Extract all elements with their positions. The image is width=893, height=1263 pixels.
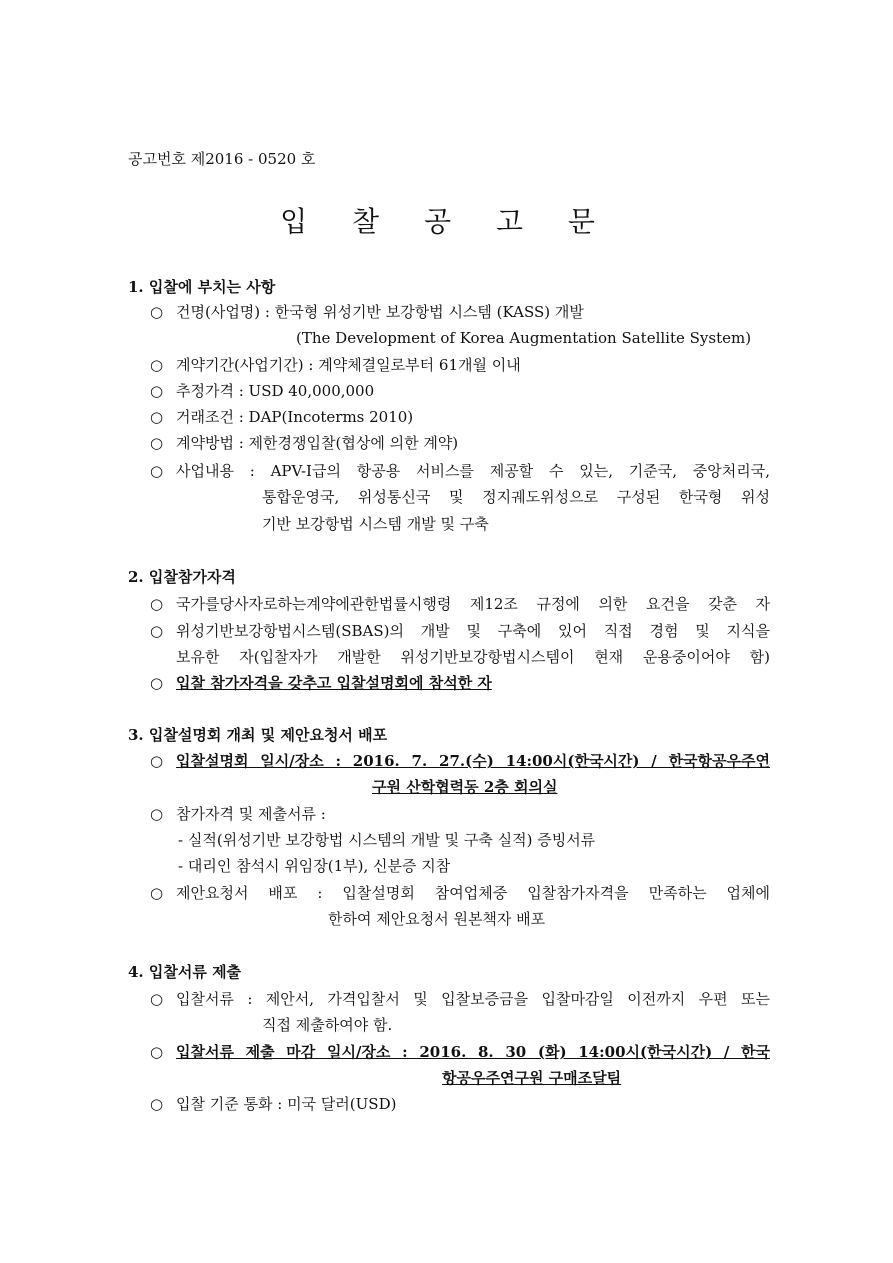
bullet-glyph: ○ xyxy=(150,462,164,480)
bullet-glyph: ○ xyxy=(150,382,164,400)
section-heading-1: 1. 입찰에 부치는 사항 xyxy=(128,278,276,296)
list-item-continuation: 한하여 제안요청서 원본책자 배포 xyxy=(328,910,546,928)
bullet-glyph: ○ xyxy=(150,303,164,321)
section-heading-3: 3. 입찰설명회 개최 및 제안요청서 배포 xyxy=(128,726,388,744)
list-item: ○ 입찰 참가자격을 갖추고 입찰설명회에 참석한 자 xyxy=(150,670,770,696)
list-item-continuation: 직접 제출하여야 함. xyxy=(262,1016,393,1034)
list-item: ○ 추정가격 : USD 40,000,000 xyxy=(150,378,770,404)
bullet-glyph: ○ xyxy=(150,622,164,640)
list-item: ○ 거래조건 : DAP(Incoterms 2010) xyxy=(150,404,770,430)
list-item: ○ 입찰설명회 일시/장소 : 2016. 7. 27.(수) 14:00시(한국시간) / 한국항공우주연 xyxy=(150,748,770,774)
bullet-glyph: ○ xyxy=(150,884,164,902)
bullet-glyph: ○ xyxy=(150,1043,164,1061)
section-heading-4: 4. 입찰서류 제출 xyxy=(128,963,242,981)
bullet-glyph: ○ xyxy=(150,805,164,823)
bullet-glyph: ○ xyxy=(150,1095,164,1113)
list-item: ○ 계약방법 : 제한경쟁입찰(협상에 의한 계약) xyxy=(150,430,770,456)
bullet-glyph: ○ xyxy=(150,595,164,613)
bullet-glyph: ○ xyxy=(150,408,164,426)
list-item: ○ 건명(사업명) : 한국형 위성기반 보강항법 시스템 (KASS) 개발 xyxy=(150,299,770,325)
list-item-continuation: (The Development of Korea Augmentation Satellite System) xyxy=(296,329,752,347)
section-heading-2: 2. 입찰참가자격 xyxy=(128,568,236,586)
list-item-continuation: 항공우주연구원 구매조달팀 xyxy=(442,1069,622,1087)
document-title: 입 찰 공 고 문 xyxy=(280,205,613,238)
list-item-continuation: 기반 보강항법 시스템 개발 및 구축 xyxy=(262,515,489,533)
list-item: ○ 사업내용 : APV-I급의 항공용 서비스를 제공할 수 있는, 기준국, 중앙처리국, xyxy=(150,458,770,484)
list-item: ○ 입찰서류 : 제안서, 가격입찰서 및 입찰보증금을 입찰마감일 이전까지 우편 또는 xyxy=(150,986,770,1012)
list-item-continuation: - 실적(위성기반 보강항법 시스템의 개발 및 구축 실적) 증빙서류 xyxy=(178,831,596,849)
bullet-glyph: ○ xyxy=(150,356,164,374)
bullet-glyph: ○ xyxy=(150,674,164,692)
list-item-continuation: 통합운영국, 위성통신국 및 정지궤도위성으로 구성된 한국형 위성 xyxy=(262,488,770,506)
bullet-glyph: ○ xyxy=(150,434,164,452)
list-item-continuation: - 대리인 참석시 위임장(1부), 신분증 지참 xyxy=(178,857,451,875)
list-item: ○ 입찰 기준 통화 : 미국 달러(USD) xyxy=(150,1091,770,1117)
list-item: ○ 참가자격 및 제출서류 : xyxy=(150,801,770,827)
list-item: ○ 계약기간(사업기간) : 계약체결일로부터 61개월 이내 xyxy=(150,352,770,378)
notice-number: 공고번호 제2016 - 0520 호 xyxy=(128,150,316,168)
list-item: ○ 입찰서류 제출 마감 일시/장소 : 2016. 8. 30 (화) 14:00시(한국시간) / 한국 xyxy=(150,1039,770,1065)
bullet-glyph: ○ xyxy=(150,752,164,770)
list-item: ○ 제안요청서 배포 : 입찰설명회 참여업체중 입찰참가자격을 만족하는 업체에 xyxy=(150,880,770,906)
list-item-continuation: 구원 산학협력동 2층 회의실 xyxy=(372,778,558,796)
list-item-continuation: 보유한 자(입찰자가 개발한 위성기반보강항법시스템이 현재 운용중이어야 함) xyxy=(176,648,770,666)
list-item: ○ 국가를당사자로하는계약에관한법률시행령 제12조 규정에 의한 요건을 갖춘 자 xyxy=(150,591,770,617)
list-item: ○ 위성기반보강항법시스템(SBAS)의 개발 및 구축에 있어 직접 경험 및 지식을 xyxy=(150,618,770,644)
bullet-glyph: ○ xyxy=(150,990,164,1008)
